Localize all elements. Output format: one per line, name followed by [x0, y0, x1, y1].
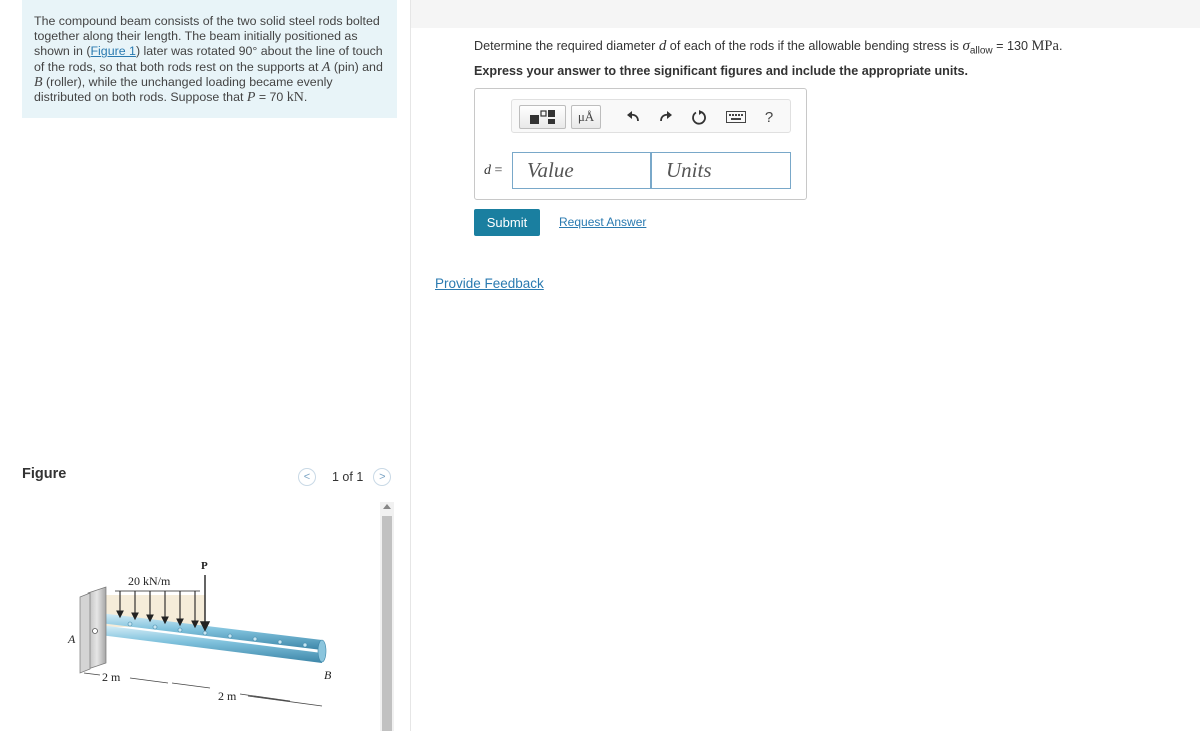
question-part: = 130	[992, 39, 1032, 53]
figure-counter: 1 of 1	[332, 470, 364, 484]
part-header-strip	[411, 0, 1200, 28]
load-intensity-label: 20 kN/m	[128, 574, 171, 588]
undo-button[interactable]	[622, 105, 644, 129]
answer-instruction: Express your answer to three significant figures and include the appropriate units.	[474, 64, 969, 78]
left-panel	[0, 0, 411, 731]
support-flange	[80, 593, 90, 673]
problem-text: = 70	[255, 90, 287, 105]
chevron-left-icon: <	[303, 471, 311, 483]
problem-text: .	[303, 90, 308, 105]
stress-unit: MPa	[1031, 38, 1059, 54]
var-b: B	[34, 74, 43, 90]
problem-text: (roller), while the unchanged loading became evenly distributed on both rods. Suppose that	[34, 74, 333, 105]
submit-button[interactable]: Submit	[474, 209, 540, 236]
math-toolbar	[511, 99, 791, 133]
dim-label-2: 2 m	[218, 689, 237, 703]
sigma-subscript: allow	[969, 45, 993, 57]
problem-statement	[22, 0, 397, 118]
beam-figure	[60, 555, 350, 731]
rod-end-b	[318, 640, 326, 662]
answer-eq: =	[491, 163, 503, 178]
figure-title: Figure	[22, 466, 67, 482]
reset-icon	[691, 109, 707, 125]
request-answer-link[interactable]: Request Answer	[559, 215, 647, 229]
templates-button[interactable]	[519, 105, 566, 129]
redo-button[interactable]	[655, 105, 677, 129]
reset-button[interactable]	[688, 105, 710, 129]
var-a: A	[321, 59, 331, 75]
next-figure-button[interactable]	[373, 468, 391, 486]
figure-link[interactable]: Figure 1	[90, 44, 136, 59]
prev-figure-button[interactable]	[298, 468, 316, 486]
a-label: A	[68, 632, 76, 646]
help-button[interactable]	[760, 105, 778, 129]
figure-scrollbar[interactable]	[380, 502, 394, 731]
pin-support-a	[88, 587, 106, 669]
units-input[interactable]	[651, 152, 791, 189]
scroll-up-arrow-icon[interactable]	[383, 504, 391, 509]
answer-variable-label	[484, 163, 502, 179]
question-part: .	[1058, 39, 1063, 53]
chevron-right-icon: >	[379, 471, 386, 483]
question-part: of each of the rods if the allowable bending stress is	[666, 39, 963, 53]
var-d: d	[658, 38, 667, 54]
keyboard-button[interactable]	[724, 105, 748, 129]
var-p: P	[246, 90, 256, 106]
keyboard-icon	[726, 111, 746, 123]
question-text	[474, 38, 1062, 57]
figure-pager	[298, 468, 391, 486]
answer-box	[474, 88, 807, 200]
redo-icon	[659, 110, 673, 124]
units-symbols-button[interactable]: μÅ	[571, 105, 601, 129]
b-label: B	[324, 668, 332, 682]
p-label: P	[201, 560, 208, 572]
dim-label-1: 2 m	[102, 670, 121, 684]
question-part: Determine the required diameter	[474, 39, 659, 53]
provide-feedback-link[interactable]: Provide Feedback	[435, 276, 544, 291]
help-icon: ?	[764, 108, 774, 126]
sigma-symbol: σ	[962, 38, 970, 54]
undo-icon	[626, 110, 640, 124]
templates-icon	[528, 109, 558, 125]
unit-kn: kN	[286, 90, 304, 106]
scroll-thumb[interactable]	[382, 516, 392, 731]
problem-text: The compound beam consists of the two solid steel rods bolted together along their length. The beam initially positioned as shown in (	[34, 14, 380, 59]
answer-var: d	[484, 163, 491, 178]
value-input[interactable]	[512, 152, 651, 189]
problem-text: ) later was rotated 90° about the line of touch of the rods, so that both rods rest on the supports at	[34, 44, 383, 74]
pin-hole	[93, 629, 98, 634]
problem-text: (pin) and	[330, 59, 383, 74]
